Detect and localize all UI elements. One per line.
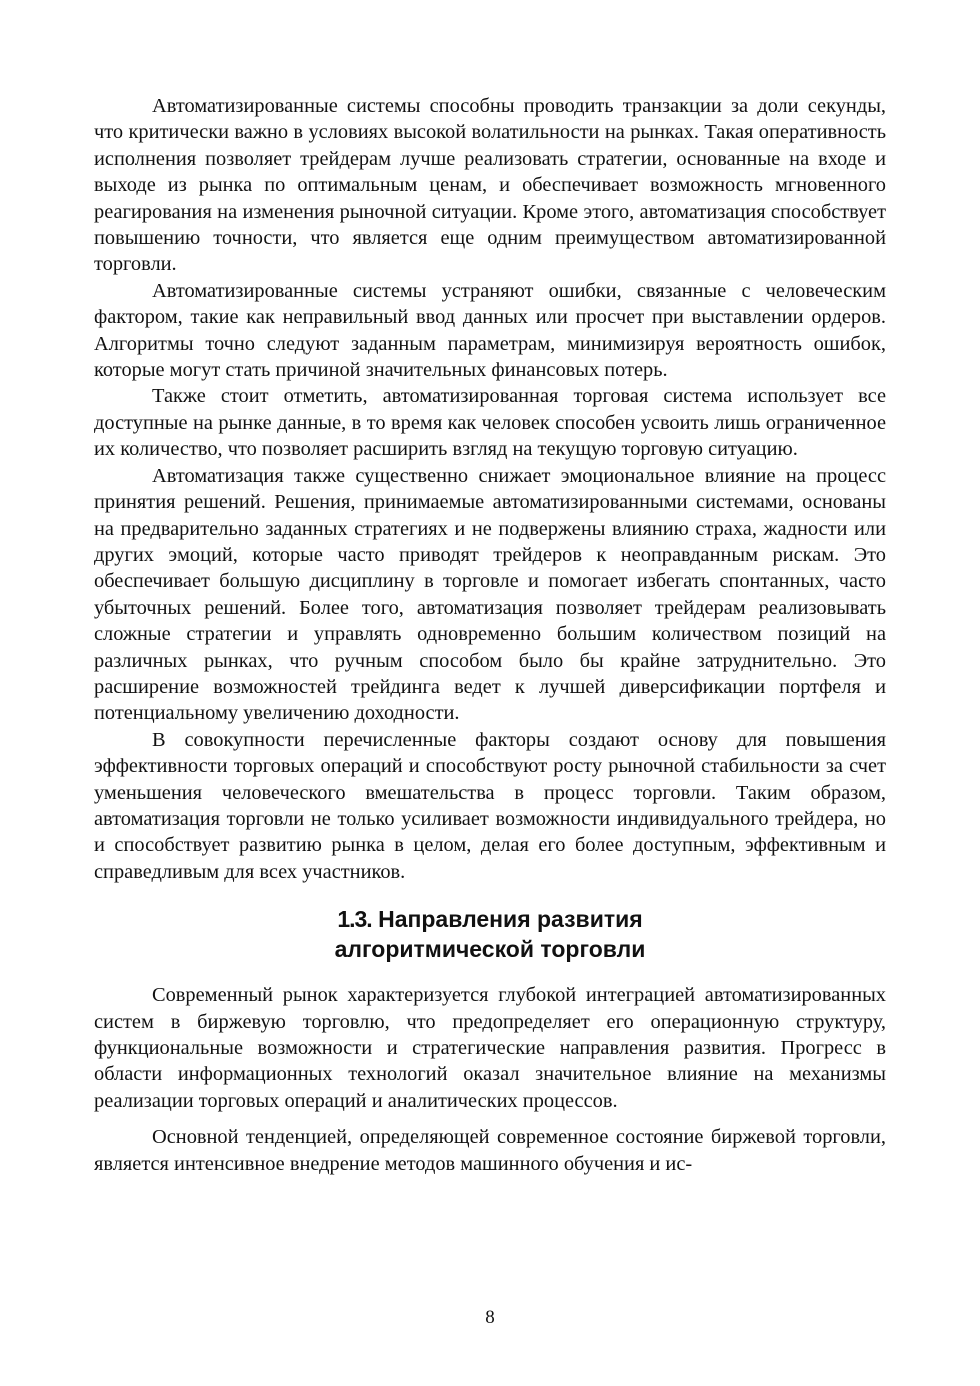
paragraph-modern-market: Современный рынок характеризуется глубокой интеграцией автоматизированных систем в биржевую торговлю, что предопределяет его операционную структуру, функциональные возможности и стратегические направления развития. Прогресс в области информационных технологий оказал значительное влияние на механизмы реализации торговых операций и аналитических процессов.: [94, 984, 886, 1112]
page-number: 8: [485, 1307, 495, 1328]
page-content: [94, 93, 886, 1177]
paragraph-summary: В совокупности перечисленные факторы создают основу для повышения эффективности торговых операций и способствуют росту рыночной стабильности за счет уменьшения человеческого вмешательства в процесс торговли. Таким образом, автоматизация торговли не только усиливает возможности индивидуального трейдера, но и способствует развитию рынка в целом, делая его более доступным, эффективным и справедливым для всех участников.: [94, 728, 886, 883]
paragraph-human-error: Автоматизированные системы устраняют ошибки, связанные с человеческим фактором, такие как неправильный ввод данных или просчет при выставлении ордеров. Алгоритмы точно следуют заданным параметрам, минимизируя вероятность ошибок, которые могут стать причиной значительных финансовых потерь.: [94, 279, 886, 382]
section-title-part1: Направления развития: [378, 906, 643, 933]
section-heading: [94, 904, 886, 964]
paragraph-transaction-speed: Автоматизированные системы способны проводить транзакции за доли секунды, что критически важно в условиях высокой волатильности на рынках. Такая оперативность исполнения позволяет трейдерам лучше реализовать стратегии, основанные на входе и выходе из рынка по оптимальным ценам, и обеспечивает возможность мгновенного реагирования на изменения рыночной ситуации. Кроме этого, автоматизация способствует повышению точности, что является еще одним преимуществом автоматизированной торговли.: [94, 95, 886, 276]
paragraph-emotional-influence: Автоматизация также существенно снижает эмоциональное влияние на процесс принятия решений. Решения, принимаемые автоматизированными системами, основаны на предварительно заданных стратегиях и не подвержены влиянию страха, жадности или других эмоций, которые часто приводят трейдеров к неоправданным рискам. Это обеспечивает большую дисциплину в торговле и помогает избегать спонтанных, часто убыточных решений. Более того, автоматизация позволяет трейдерам реализовывать сложные стратегии и управлять одновременно большим количеством позиций на различных рынках, что ручным способом было бы крайне затруднительно. Это расширение возможностей трейдинга ведет к лучшей диверсификации портфеля и потенциальному увеличению доходности.: [94, 464, 886, 725]
paragraph-main-trend: Основной тенденцией, определяющей современное состояние биржевой торговли, является интенсивное внедрение методов машинного обучения и ис-: [94, 1126, 886, 1175]
section-title-part2: алгоритмической торговли: [334, 936, 646, 963]
section-heading-line1: [94, 904, 886, 934]
paragraph-market-data: Также стоит отметить, автоматизированная торговая система использует все доступные на рынке данные, в то время как человек способен усвоить лишь ограниченное их количество, что позволяет расширить взгляд на текущую торговую ситуацию.: [94, 385, 886, 461]
section-number: 1.3.: [337, 906, 372, 933]
